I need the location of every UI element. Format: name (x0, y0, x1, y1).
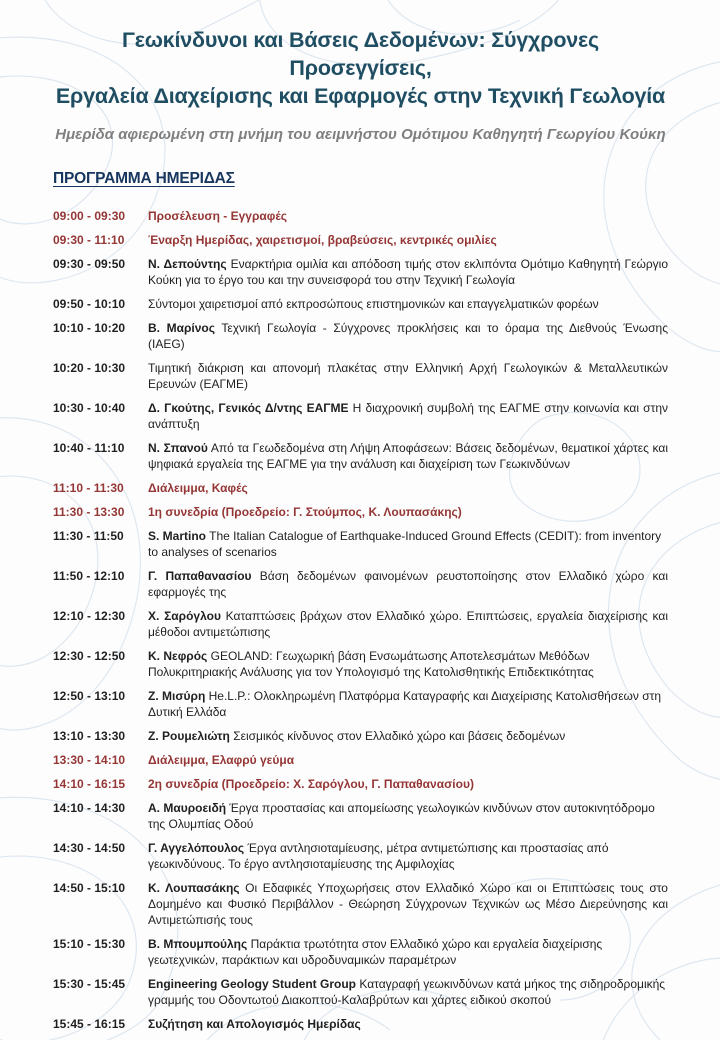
session-description (148, 320, 668, 352)
session-description (148, 400, 668, 432)
session-description (148, 608, 668, 640)
session-text: Σύντομοι χαιρετισμοί από εκπροσώπους επιστημονικών και επαγγελματικών φορέων (148, 297, 599, 311)
session-text: Βάση δεδομένων φαινομένων ρευστοποίησης στον Ελλαδικό χώρο και εφαρμογές της (148, 569, 669, 599)
schedule-row (53, 400, 668, 432)
time-range: 11:10 - 11:30 (53, 481, 124, 495)
speaker-name: Συζήτηση και Απολογισμός Ημερίδας (148, 1017, 361, 1031)
session-description (148, 976, 668, 1008)
time-range: 14:10 - 16:15 (53, 777, 126, 791)
session-text: Τεχνική Γεωλογία - Σύγχρονες προκλήσεις και το όραμα της Διεθνούς Ένωσης (IAEG) (148, 321, 668, 351)
schedule-list (53, 208, 668, 1032)
time-range: 11:30 - 13:30 (53, 505, 125, 519)
schedule-row (53, 232, 668, 248)
session-text: Σεισμικός κίνδυνος στον Ελλαδικό χώρο και βάσεις δεδομένων (229, 729, 566, 743)
session-text: Έργα προστασίας και απομείωσης γεωλογικών κινδύνων στον αυτοκινητόδρομο της Ολυμπίας Οδού (148, 801, 655, 831)
time-range: 11:50 - 12:10 (53, 569, 125, 583)
time-range: 12:10 - 12:30 (53, 609, 126, 623)
time-range: 14:10 - 14:30 (53, 801, 126, 815)
schedule-row (53, 208, 668, 224)
speaker-name: Ν. Σπανού (148, 441, 208, 455)
time-range: 13:10 - 13:30 (53, 729, 126, 743)
schedule-row (53, 688, 668, 720)
session-description (148, 728, 668, 744)
schedule-row (53, 256, 668, 288)
session-text: Προσέλευση - Εγγραφές (148, 209, 287, 223)
schedule-row (53, 936, 668, 968)
session-description (148, 688, 668, 720)
schedule-row (53, 976, 668, 1008)
time-range: 12:50 - 13:10 (53, 689, 126, 703)
session-text: Τιμητική διάκριση και απονομή πλακέτας στην Ελληνική Αρχή Γεωλογικών & Μεταλλευτικών Ερευνών (ΕΑΓΜΕ) (148, 361, 668, 391)
schedule-row (53, 648, 668, 680)
time-range: 15:10 - 15:30 (53, 937, 126, 951)
time-range: 10:10 - 10:20 (53, 321, 126, 335)
schedule-row (53, 776, 668, 792)
session-description (148, 568, 668, 600)
speaker-name: Κ. Λουπασάκης (148, 881, 240, 895)
schedule-row (53, 440, 668, 472)
schedule-row (53, 568, 668, 600)
session-description (148, 800, 668, 832)
schedule-row (53, 608, 668, 640)
schedule-row (53, 320, 668, 352)
event-title (53, 26, 668, 110)
schedule-row (53, 1016, 668, 1032)
session-description (148, 648, 668, 680)
event-title-line-1: Γεωκίνδυνοι και Βάσεις Δεδομένων: Σύγχρονες Προσεγγίσεις, (121, 28, 600, 80)
time-range: 15:30 - 15:45 (53, 977, 126, 991)
session-text: Έναρξη Ημερίδας, χαιρετισμοί, βραβεύσεις, κεντρικές ομιλίες (148, 233, 497, 247)
session-text: Διάλειμμα, Καφές (148, 481, 248, 495)
session-description (148, 528, 668, 560)
speaker-name: Δ. Γκούτης, Γενικός Δ/ντης ΕΑΓΜΕ (148, 401, 349, 415)
session-description (148, 936, 668, 968)
speaker-name: Γ. Αγγελόπουλος (148, 841, 245, 855)
time-range: 09:30 - 11:10 (53, 233, 125, 247)
time-range: 14:30 - 14:50 (53, 841, 126, 855)
session-description (148, 440, 668, 472)
session-description (148, 360, 668, 392)
time-range: 09:30 - 09:50 (53, 257, 126, 271)
schedule-row (53, 728, 668, 744)
program-heading: ΠΡΟΓΡΑΜΜΑ ΗΜΕΡΙΔΑΣ (53, 170, 235, 187)
schedule-row (53, 752, 668, 768)
session-description (148, 1016, 668, 1032)
schedule-row (53, 840, 668, 872)
session-description (148, 776, 668, 792)
session-description (148, 752, 668, 768)
speaker-name: Ν. Δεπούντης (148, 257, 227, 271)
time-range: 12:30 - 12:50 (53, 649, 126, 663)
time-range: 10:30 - 10:40 (53, 401, 126, 415)
session-description (148, 256, 668, 288)
session-text: Εναρκτήρια ομιλία και απόδοση τιμής στον εκλιπόντα Ομότιμο Καθηγητή Γεώργιο Κούκη για το έργο του και την συνεισφορά του στην Τεχνική Γεωλογία (148, 257, 668, 287)
speaker-name: Κ. Νεφρός (148, 649, 208, 663)
speaker-name: Χ. Σαρόγλου (148, 609, 221, 623)
time-range: 15:45 - 16:15 (53, 1017, 126, 1031)
schedule-row (53, 296, 668, 312)
time-range: 09:50 - 10:10 (53, 297, 126, 311)
session-text: Οι Εδαφικές Υποχωρήσεις στον Ελλαδικό Χώρο και οι Επιπτώσεις τους στο Δομημένο και Φυσικό Περιβάλλον - Θεώρηση Σύγχρονων Τεχνικών ως Μέσο Διερεύνησης και Αντιμετώπισής τους (148, 881, 668, 927)
session-text: Διάλειμμα, Ελαφρύ γεύμα (148, 753, 295, 767)
speaker-name: S. Martino (148, 529, 207, 543)
speaker-name: Β. Μαρίνος (148, 321, 215, 335)
session-description (148, 840, 668, 872)
speaker-name: Ζ. Ρουμελιώτη (148, 729, 230, 743)
session-text: He.L.P.: Ολοκληρωμένη Πλατφόρμα Καταγραφής και Διαχείρισης Κατολισθήσεων στη Δυτική Ελλάδα (148, 689, 662, 719)
schedule-row (53, 880, 668, 928)
session-description (148, 480, 668, 496)
event-title-line-2: Εργαλεία Διαχείρισης και Εφαρμογές στην Τεχνική Γεωλογία (55, 84, 666, 108)
event-subtitle: Ημερίδα αφιερωμένη στη μνήμη του αειμνήστου Ομότιμου Καθηγητή Γεωργίου Κούκη (55, 126, 666, 143)
session-text: Καταπτώσεις βράχων στον Ελλαδικό χώρο. Επιπτώσεις, εργαλεία διαχείρισης και μέθοδοι αντιμετώπισης (148, 609, 668, 639)
session-text: GEOLAND: Γεωχωρική βάση Ενσωμάτωσης Αποτελεσμάτων Μεθόδων Πολυκριτηριακής Ανάλυσης για τον Υπολογισμό της Κατολισθητικής Επιδεκτικότητας (148, 649, 594, 679)
session-text: Καταγραφή γεωκινδύνων κατά μήκος της σιδηροδρομικής γραμμής του Οδοντωτού Διακοπτού-Καλαβρύτων και χάρτες ειδικού σκοπού (148, 977, 666, 1007)
speaker-name: Β. Μπουμπούλης (148, 937, 248, 951)
time-range: 09:00 - 09:30 (53, 209, 126, 223)
session-text: Παράκτια τρωτότητα στον Ελλαδικό χώρο και εργαλεία διαχείρισης γεωτεχνικών, παράκτιων και υδροδυναμικών παραμέτρων (148, 937, 603, 967)
session-text: Η διαχρονική συμβολή της ΕΑΓΜΕ στην κοινωνία και στην ανάπτυξη (148, 401, 668, 431)
schedule-row (53, 800, 668, 832)
session-description (148, 232, 668, 248)
speaker-name: Α. Μαυροειδή (148, 801, 227, 815)
session-text: 1η συνεδρία (Προεδρείο: Γ. Στούμπος, Κ. Λουπασάκης) (148, 505, 462, 519)
time-range: 10:20 - 10:30 (53, 361, 126, 375)
session-text: The Italian Catalogue of Earthquake-Induced Ground Effects (CEDIT): from inventory to analyses of scenarios (148, 529, 662, 559)
session-description (148, 504, 668, 520)
speaker-name: Engineering Geology Student Group (148, 977, 357, 991)
time-range: 14:50 - 15:10 (53, 881, 126, 895)
schedule-row (53, 528, 668, 560)
time-range: 13:30 - 14:10 (53, 753, 126, 767)
schedule-row (53, 360, 668, 392)
time-range: 11:30 - 11:50 (53, 529, 124, 543)
schedule-row (53, 480, 668, 496)
session-text: 2η συνεδρία (Προεδρείο: Χ. Σαρόγλου, Γ. Παπαθανασίου) (148, 777, 474, 791)
session-text: Έργα αντλησιοταμίευσης, μέτρα αντιμετώπισης και προστασίας από γεωκινδύνους. Το έργο αντλησιοταμίευσης της Αμφιλοχίας (148, 841, 609, 871)
session-description (148, 296, 668, 312)
speaker-name: Ζ. Μισύρη (148, 689, 206, 703)
session-description (148, 208, 668, 224)
speaker-name: Γ. Παπαθανασίου (148, 569, 252, 583)
session-description (148, 880, 668, 928)
time-range: 10:40 - 11:10 (53, 441, 125, 455)
session-text: Από τα Γεωδεδομένα στη Λήψη Αποφάσεων: Βάσεις δεδομένων, θεματικοί χάρτες και ψηφιακά εργαλεία της ΕΑΓΜΕ για την ανάλυση και διαχείριση των Γεωκινδύνων (148, 441, 668, 471)
schedule-row (53, 504, 668, 520)
